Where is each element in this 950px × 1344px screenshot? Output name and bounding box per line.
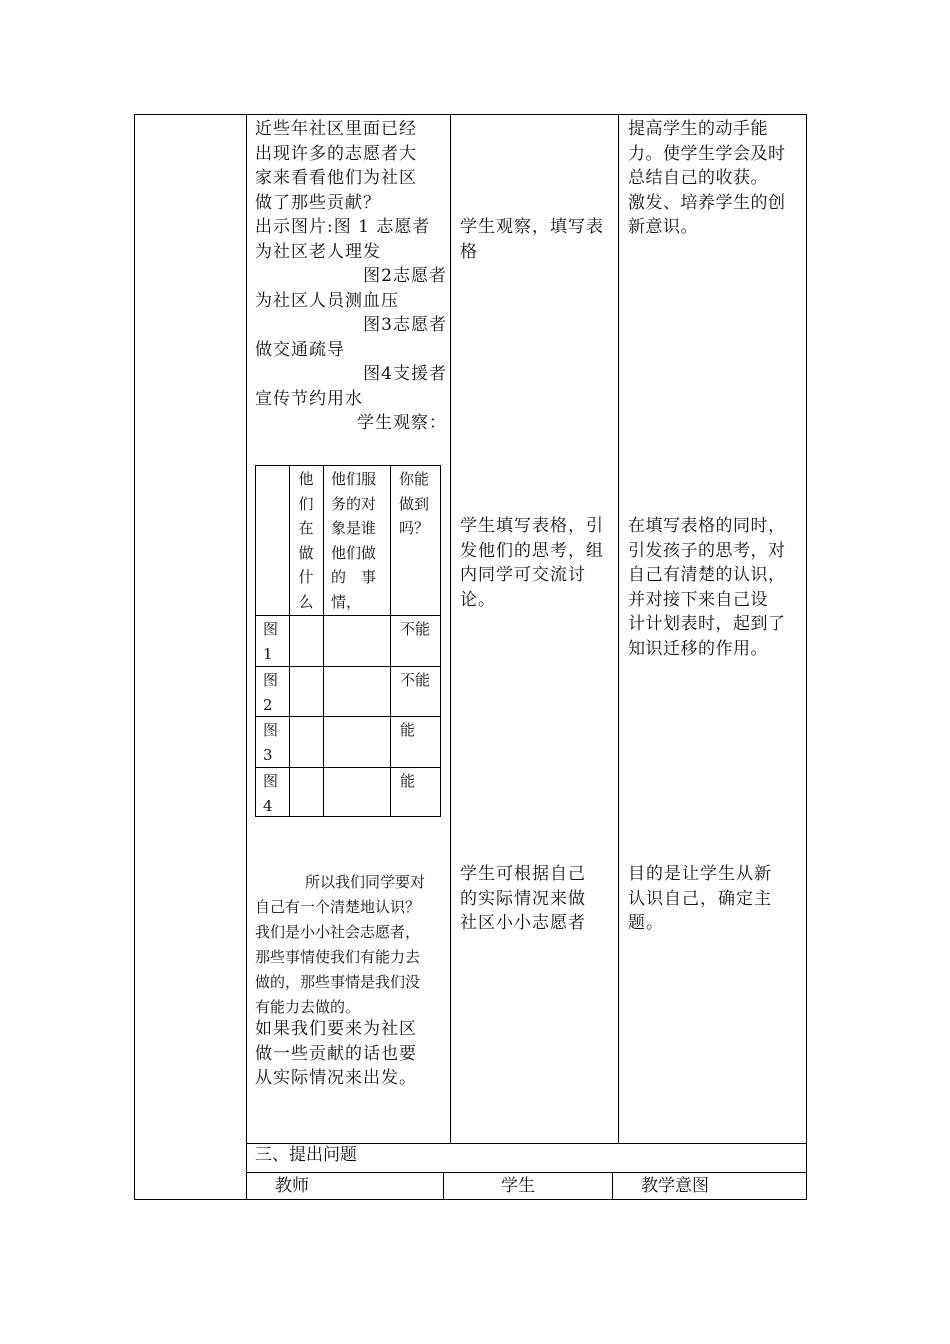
student-observe: 学生观察： xyxy=(357,413,447,433)
header-what: 他 们 在 做 什 么 xyxy=(298,470,314,611)
figure-4-desc: 宣传节约用水 xyxy=(255,388,363,409)
col-student-header: 学生 xyxy=(501,1176,535,1196)
intro-line: 近些年社区里面已经 xyxy=(255,119,417,139)
figure-3: 图3志愿者 xyxy=(363,315,447,335)
divider-foot-1 xyxy=(443,1172,444,1200)
if-line: 如果我们要来为社区 xyxy=(255,1019,417,1039)
row-answer-4: 能 xyxy=(400,772,416,790)
divider-col-2 xyxy=(618,114,619,1143)
intent-block-1: 提高学生的动手能 力。使学生学会及时 总结自己的收获。 激发、培养学生的创 新意识。 xyxy=(628,119,786,237)
teacher-text-top xyxy=(255,117,447,436)
if-line: 从实际情况来出发。 xyxy=(255,1068,417,1088)
show-picture-2: 为社区老人理发 xyxy=(255,241,381,262)
teacher-text-self xyxy=(255,870,447,1020)
header-serve: 他们服 务的对 象是谁 他们做 的 事 情， xyxy=(331,470,377,611)
section-title: 三、提出问题 xyxy=(255,1145,357,1165)
header-can-do: 你能 做到 吗？ xyxy=(399,470,430,537)
divider-header-row xyxy=(246,1172,807,1173)
row-fig-4: 图 4 xyxy=(263,772,279,815)
intent-block-3: 目的是让学生从新 认识自己，确定主 题。 xyxy=(628,864,772,933)
inner-col-3 xyxy=(390,465,391,817)
row-fig-3: 图 3 xyxy=(263,721,279,764)
divider-col-left xyxy=(246,114,247,1200)
row-fig-1: 图 1 xyxy=(263,620,279,663)
inner-col-2 xyxy=(323,465,324,817)
divider-foot-2 xyxy=(612,1172,613,1200)
so-line: 那些事情使我们有能力去 xyxy=(255,948,421,966)
student-block-1: 学生观察，填写表 格 xyxy=(460,217,604,262)
row-answer-1: 不能 xyxy=(400,620,431,638)
inner-col-1 xyxy=(289,465,290,817)
divider-col-1 xyxy=(450,114,451,1143)
inner-row-2 xyxy=(255,666,441,667)
col-intent-header: 教学意图 xyxy=(641,1176,709,1196)
if-line: 做一些贡献的话也要 xyxy=(255,1043,417,1064)
so-line: 所以我们同学要对 xyxy=(305,873,426,891)
student-block-2: 学生填写表格，引 发他们的思考，组 内同学可交流讨 论。 xyxy=(460,516,604,610)
figure-2-desc: 为社区人员测血压 xyxy=(255,290,399,311)
figure-4: 图4支援者 xyxy=(363,364,447,384)
intro-line: 做了那些贡献？ xyxy=(255,192,381,213)
row-fig-2: 图 2 xyxy=(263,671,279,714)
row-answer-3: 能 xyxy=(400,721,416,739)
figure-2: 图2志愿者 xyxy=(363,266,447,286)
so-line: 有能力去做的。 xyxy=(255,998,361,1016)
so-line: 我们是小小社会志愿者， xyxy=(255,923,421,941)
so-line: 自己有一个清楚地认识？ xyxy=(255,898,421,916)
teacher-text-contribute xyxy=(255,1017,447,1091)
intro-line: 家来看看他们为社区 xyxy=(255,168,417,188)
intro-line: 出现许多的志愿者大 xyxy=(255,143,417,164)
figure-3-desc: 做交通疏导 xyxy=(255,339,345,360)
show-picture: 出示图片:图 1 志愿者 xyxy=(255,217,431,237)
so-line: 做的，那些事情是我们没 xyxy=(255,973,421,991)
inner-row-1 xyxy=(255,615,441,616)
col-teacher-header: 教师 xyxy=(275,1176,309,1196)
inner-row-4 xyxy=(255,767,441,768)
intent-block-2: 在填写表格的同时， 引发孩子的思考，对 自己有清楚的认识， 并对接下来自己设 计计划表时，起到了 知识迁移的作用。 xyxy=(628,516,786,659)
row-answer-2: 不能 xyxy=(400,671,431,689)
inner-row-3 xyxy=(255,716,441,717)
student-block-3: 学生可根据自己 的实际情况来做 社区小小志愿者 xyxy=(460,864,586,933)
